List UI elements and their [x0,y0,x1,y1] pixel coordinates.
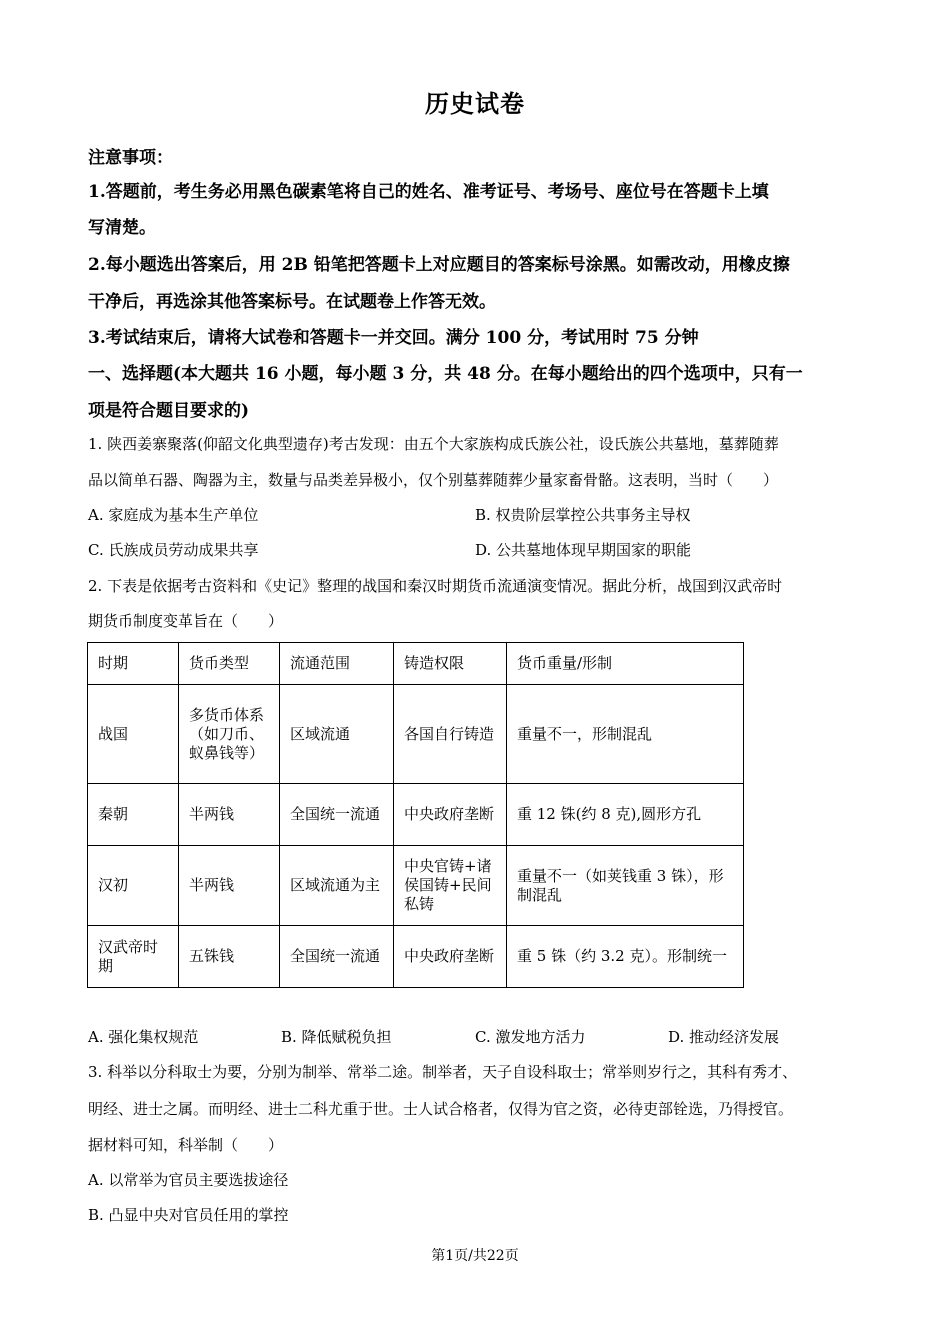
q2-option-d: D. 推动经济发展 [668,1028,780,1046]
q2-stem-line-2: 期货币制度变革旨在（ ） [88,612,284,630]
table-cell: 汉武帝时期 [88,926,179,988]
section-heading-line-2: 项是符合题目要求的) [88,401,250,421]
table-cell: 半两钱 [179,784,280,846]
q2-stem-line-1: 2. 下表是依据考古资料和《史记》整理的战国和秦汉时期货币流通演变情况。据此分析，战国到汉武帝时 [88,577,783,595]
table-header-cell: 铸造权限 [394,643,507,685]
table-cell: 各国自行铸造 [394,685,507,784]
page-title: 历史试卷 [425,89,525,118]
table-cell: 中央政府垄断 [394,784,507,846]
q3-stem-line-2: 明经、进士之属。而明经、进士二科尤重于世。士人试合格者，仅得为官之资，必待吏部铨选，乃得授官。 [88,1100,794,1118]
table-cell: 中央政府垄断 [394,926,507,988]
table-cell: 秦朝 [88,784,179,846]
table-cell: 重量不一（如荚钱重 3 铢），形制混乱 [507,846,744,926]
q2-option-a: A. 强化集权规范 [88,1028,199,1046]
table-cell: 多货币体系（如刀币、蚁鼻钱等） [179,685,280,784]
table-cell: 中央官铸+诸侯国铸+民间私铸 [394,846,507,926]
notice-item-2-line-1: 2.每小题选出答案后，用 2B 铅笔把答题卡上对应题目的答案标号涂黑。如需改动，用橡皮擦 [88,255,790,275]
table-header-cell: 货币类型 [179,643,280,685]
section-heading-line-1: 一、选择题(本大题共 16 小题，每小题 3 分，共 48 分。在每小题给出的四个选项中，只有一 [88,364,803,384]
q3-option-b: B. 凸显中央对官员任用的掌控 [88,1206,289,1224]
notice-item-2-line-2: 干净后，再选涂其他答案标号。在试题卷上作答无效。 [88,292,496,312]
notice-heading: 注意事项： [88,148,173,168]
table-row [88,685,744,784]
table-row [88,784,744,846]
q2-option-c: C. 激发地方活力 [475,1028,586,1046]
notice-item-3: 3.考试结束后，请将大试卷和答题卡一并交回。满分 100 分，考试用时 75 分钟 [88,328,699,348]
page-footer: 第1页/共22页 [431,1248,519,1264]
table-cell: 全国统一流通 [280,926,394,988]
table-cell: 战国 [88,685,179,784]
table-cell: 区域流通 [280,685,394,784]
q1-option-a: A. 家庭成为基本生产单位 [88,506,259,524]
table-cell: 五铢钱 [179,926,280,988]
table-cell: 半两钱 [179,846,280,926]
q1-stem-line-1: 1. 陕西姜寨聚落(仰韶文化典型遗存)考古发现：由五个大家族构成氏族公社，设氏族公共墓地，墓葬随葬 [88,435,779,453]
q1-option-c: C. 氏族成员劳动成果共享 [88,541,259,559]
table-header-cell: 流通范围 [280,643,394,685]
notice-item-1-line-1: 1.答题前，考生务必用黑色碳素笔将自己的姓名、准考证号、考场号、座位号在答题卡上填 [88,182,769,202]
table-cell: 重 5 铢（约 3.2 克）。形制统一 [507,926,744,988]
table-cell: 汉初 [88,846,179,926]
table-header-cell: 时期 [88,643,179,685]
notice-item-1-line-2: 写清楚。 [88,218,156,238]
table-cell: 区域流通为主 [280,846,394,926]
q3-option-a: A. 以常举为官员主要选拔途径 [88,1171,289,1189]
q1-stem-line-2: 品以简单石器、陶器为主，数量与品类差异极小，仅个别墓葬随葬少量家畜骨骼。这表明，当时（ ） [88,471,779,489]
table-row [88,926,744,988]
table-cell: 重 12 铢(约 8 克),圆形方孔 [507,784,744,846]
table-cell: 全国统一流通 [280,784,394,846]
table-header-row [88,643,744,685]
q1-option-d: D. 公共墓地体现早期国家的职能 [475,541,692,559]
q1-option-b: B. 权贵阶层掌控公共事务主导权 [475,506,691,524]
currency-table [87,642,744,988]
table-row [88,846,744,926]
q3-stem-line-1: 3. 科举以分科取士为要，分别为制举、常举二途。制举者，天子自设科取士；常举则岁行之，其科有秀才、 [88,1063,798,1081]
q2-option-b: B. 降低赋税负担 [281,1028,392,1046]
table-cell: 重量不一，形制混乱 [507,685,744,784]
table-header-cell: 货币重量/形制 [507,643,744,685]
q3-stem-line-3: 据材料可知，科举制（ ） [88,1136,284,1154]
